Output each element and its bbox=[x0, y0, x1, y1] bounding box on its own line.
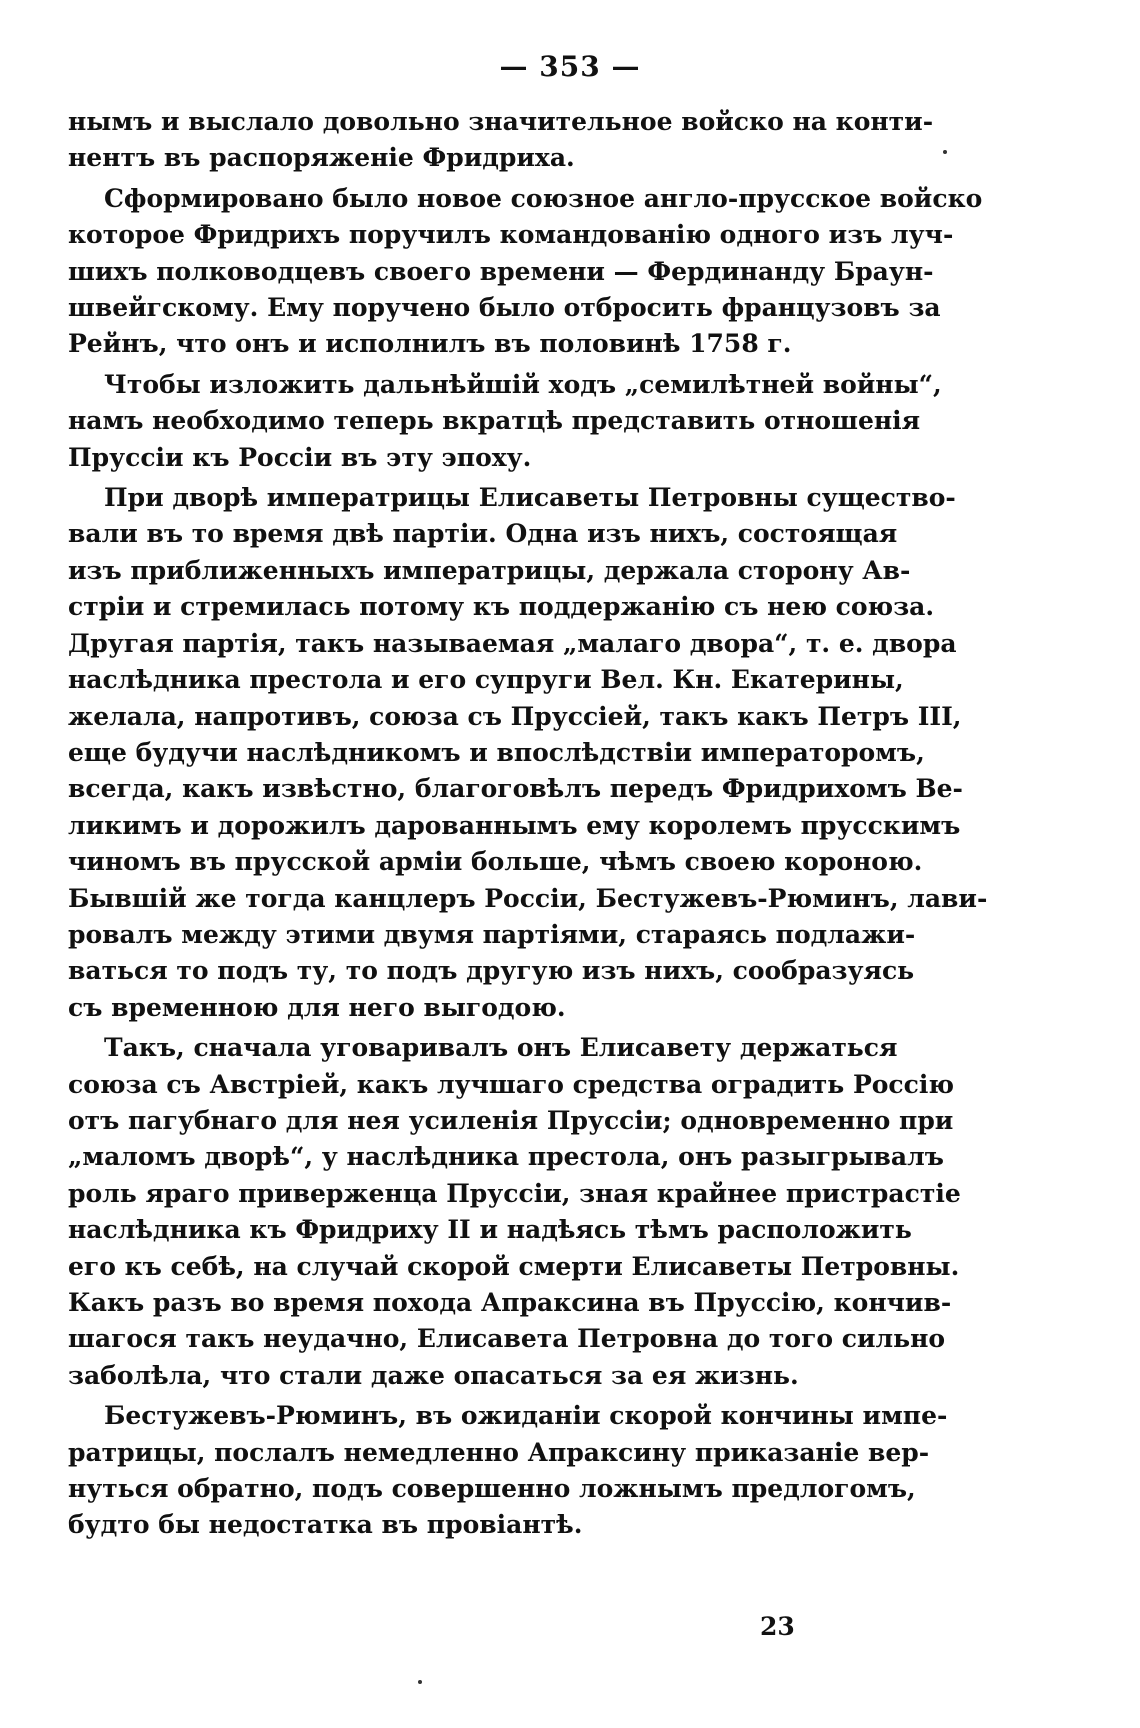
text-line: стріи и стремилась потому къ поддержанію съ нею союза. bbox=[68, 592, 935, 622]
text-line: вали въ то время двѣ партіи. Одна изъ нихъ, состоящая bbox=[68, 519, 898, 549]
text-line: нуться обратно, подъ совершенно ложнымъ предлогомъ, bbox=[68, 1474, 916, 1504]
text-line: Бывшій же тогда канцлеръ Россіи, Бестужевъ-Рюминъ, лави- bbox=[68, 883, 988, 913]
text-line: желала, напротивъ, союза съ Пруссіей, такъ какъ Петръ III, bbox=[68, 701, 962, 731]
text-line: Другая партія, такъ называемая „малаго двора“, т. е. двора bbox=[68, 628, 957, 658]
signature-mark: 23 bbox=[760, 1612, 795, 1641]
print-speck bbox=[943, 150, 947, 154]
text-line: наслѣдника престола и его супруги Вел. Кн. Екатерины, bbox=[68, 665, 904, 695]
text-line: Чтобы изложить дальнѣйшій ходъ „семилѣтней войны“, bbox=[104, 369, 942, 399]
paragraph bbox=[68, 480, 988, 1026]
text-line: отъ пагубнаго для нея усиленія Пруссіи; одновременно при bbox=[68, 1105, 954, 1135]
text-line: заболѣла, что стали даже опасаться за ея жизнь. bbox=[68, 1360, 799, 1390]
text-line: Какъ разъ во время похода Апраксина въ Пруссію, кончив- bbox=[68, 1288, 952, 1317]
text-line: съ временною для него выгодою. bbox=[68, 992, 566, 1022]
text-line: нентъ въ распоряженіе Фридриха. bbox=[68, 143, 575, 173]
paragraph bbox=[68, 104, 934, 177]
text-line: швейгскому. Ему поручено было отбросить французовъ за bbox=[68, 293, 941, 323]
text-line: наслѣдника къ Фридриху II и надѣясь тѣмъ расположить bbox=[68, 1215, 912, 1245]
text-line: ровалъ между этими двумя партіями, стараясь подлажи- bbox=[68, 919, 916, 949]
paragraph bbox=[68, 367, 942, 476]
text-line: Пруссіи къ Россіи въ эту эпоху. bbox=[68, 442, 532, 472]
text-line: которое Фридрихъ поручилъ командованію одного изъ луч- bbox=[68, 220, 954, 250]
text-line: „маломъ дворѣ“, у наслѣдника престола, онъ разыгрывалъ bbox=[68, 1142, 944, 1172]
text-line: роль яраго приверженца Пруссіи, зная крайнее пристрастіе bbox=[68, 1178, 961, 1208]
text-line: намъ необходимо теперь вкратцѣ представить отношенія bbox=[68, 406, 921, 436]
print-speck bbox=[418, 1680, 422, 1684]
text-line: ратрицы, послалъ немедленно Апраксину приказаніе вер- bbox=[68, 1437, 930, 1467]
text-line: При дворѣ императрицы Елисаветы Петровны существо- bbox=[104, 483, 956, 513]
text-line: Рейнъ, что онъ и исполнилъ въ половинѣ 1758 г. bbox=[68, 329, 792, 359]
text-line: союза съ Австріей, какъ лучшаго средства оградить Россію bbox=[68, 1069, 954, 1099]
text-line: шихъ полководцевъ своего времени — Фердинанду Браун- bbox=[68, 256, 934, 286]
text-line: Бестужевъ-Рюминъ, въ ожиданіи скорой кончины импе- bbox=[104, 1401, 948, 1431]
text-line: нымъ и выслало довольно значительное войско на конти- bbox=[68, 107, 934, 136]
text-line: ликимъ и дорожилъ дарованнымъ ему королемъ прусскимъ bbox=[68, 810, 961, 840]
text-line: Сформировано было новое союзное англо-прусское войско bbox=[104, 183, 983, 213]
text-line: ваться то подъ ту, то подъ другую изъ нихъ, сообразуясь bbox=[68, 956, 915, 986]
text-line: изъ приближенныхъ императрицы, держала сторону Ав- bbox=[68, 555, 911, 585]
text-line: Такъ, сначала уговаривалъ онъ Елисавету держаться bbox=[104, 1033, 898, 1063]
paragraph bbox=[68, 181, 983, 363]
paragraph bbox=[68, 1030, 961, 1394]
paragraph bbox=[68, 1398, 948, 1544]
text-line: будто бы недостатка въ провіантѣ. bbox=[68, 1510, 583, 1540]
text-line: его къ себѣ, на случай скорой смерти Елисаветы Петровны. bbox=[68, 1251, 960, 1281]
text-line: чиномъ въ прусской арміи больше, чѣмъ своею короною. bbox=[68, 847, 923, 877]
text-line: всегда, какъ извѣстно, благоговѣлъ передъ Фридрихомъ Ве- bbox=[68, 774, 963, 804]
page-number: — 353 — bbox=[499, 50, 641, 83]
text-line: еще будучи наслѣдникомъ и впослѣдствіи императоромъ, bbox=[68, 737, 925, 767]
text-line: шагося такъ неудачно, Елисавета Петровна до того сильно bbox=[68, 1324, 946, 1354]
body-text bbox=[68, 104, 988, 1548]
